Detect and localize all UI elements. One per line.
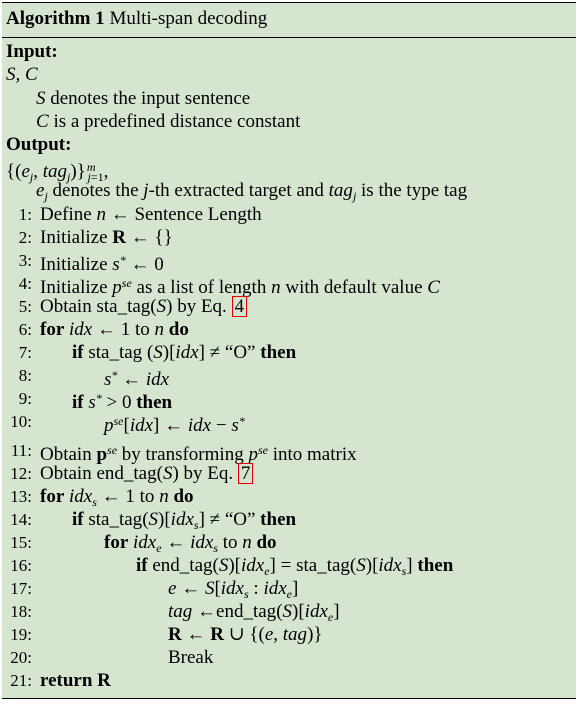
algorithm-title: [6, 7, 267, 31]
input-heading: Input:: [6, 41, 58, 62]
input-vars: S, C: [6, 64, 38, 85]
output-desc: $e_j$ denotes the j-th extracted target and tag$_j$ is the type tag: [36, 180, 468, 203]
output-heading: Output:: [6, 134, 72, 155]
algorithm-box: Algorithm 1 Multi-span decoding Input: S, C S denotes the input sentence C is a predefined distance constant Output: {($e_j$, tag$_j$)}$^m_{j=1}$, $e_j$ denotes the j-th extracted target and tag$_j$ is the type tag 1: Define n ← Sentence Length 2: Initialize R ← {} 3: Initialize s* ← 0 4: Initialize $p^{se}$ as a list of length n with default value C 5: Obtain sta_tag(S) by Eq. 4 6: for idx ← 1 to n do 7: if sta_tag (S)[idx] ≠ “O” then 8: s* ← idx 9: if s* > 0 then 10: $p^{se}[idx]$ ← idx − s* 11: Obtain $p^{se}$ by transforming $p^{se}$ into matrix 12: Obtain end_tag(S) by Eq. 7 13: for idx$_s$ ← 1 to n do 14: if sta_tag(S)[idx$_s$] ≠ “O” then 15: for idx$_e$ ← idx$_s$ to n do 16: if end_tag(S)[idx$_e$] = sta_tag(S)[idx$_s$] then 17: e ← S[idx$_s$ : idx$_e$] 18: tag ←end_tag(S)[idx$_e$] 19: R ← R ∪ {(e, tag)} 20: Break 21: return R: [2, 2, 576, 699]
algorithm-label: Algorithm 1: [6, 8, 105, 29]
input-desc-c: C is a predefined distance constant: [36, 111, 301, 132]
output-set: {($e_j$, tag$_j$)}$^m_{j=1}$,: [6, 160, 109, 184]
title-divider: [2, 37, 576, 38]
eq-7-link[interactable]: 7: [238, 463, 254, 484]
input-desc-s: S denotes the input sentence: [36, 88, 251, 109]
algorithm-name: Multi-span decoding: [109, 8, 268, 29]
eq-4-link[interactable]: 4: [232, 296, 248, 317]
